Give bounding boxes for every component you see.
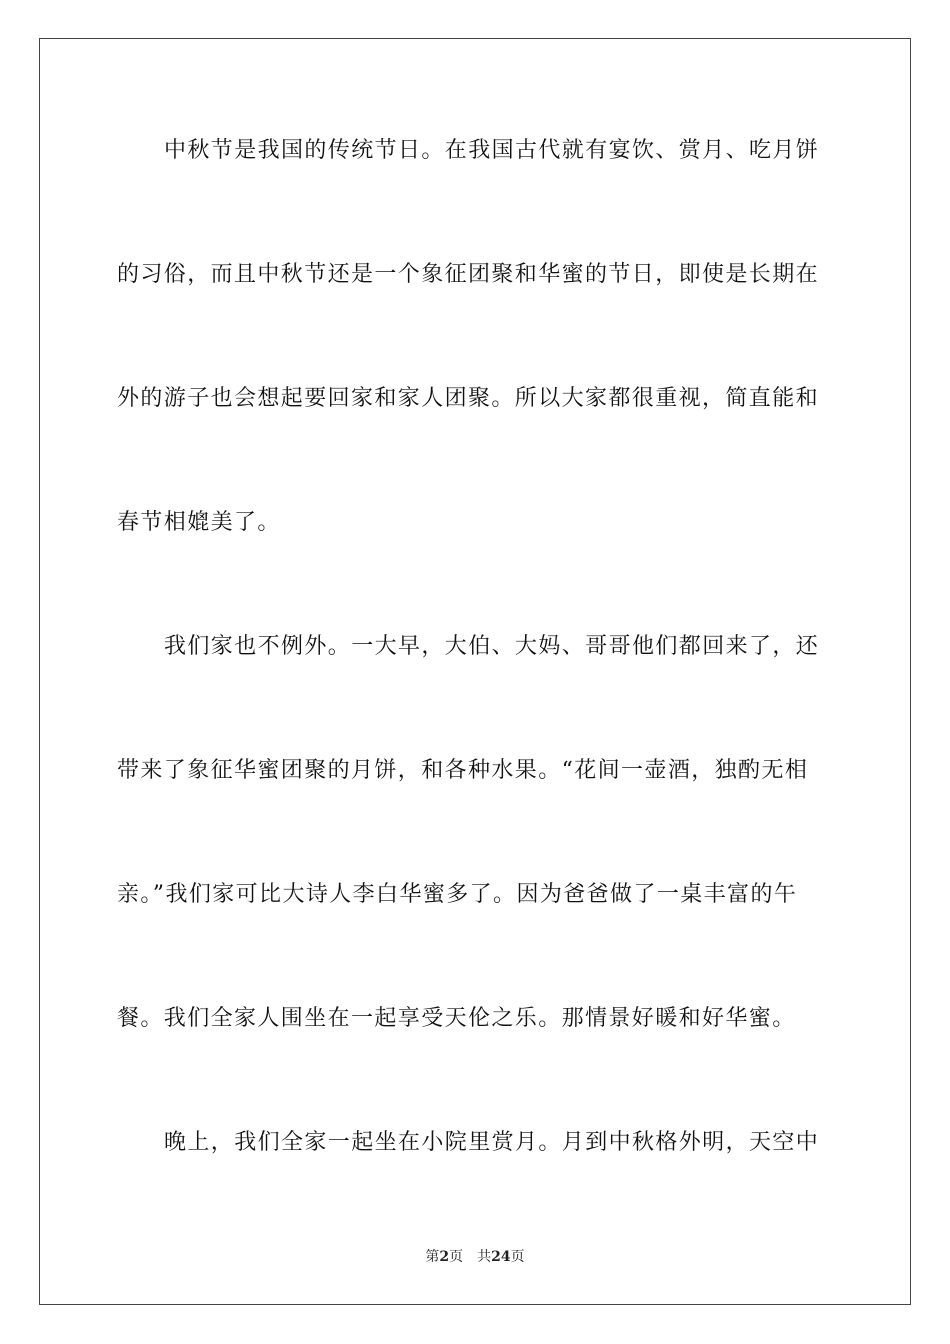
page-number: 2 bbox=[439, 1249, 450, 1265]
page-border bbox=[39, 38, 911, 1305]
paragraph-1-line-1: 中秋节是我国的传统节日。在我国古代就有宴饮、赏月、吃月饼 bbox=[164, 138, 820, 163]
total-prefix: 共 bbox=[477, 1249, 492, 1265]
total-pages: 24 bbox=[491, 1249, 511, 1265]
paragraph-2-line-2: 带来了象征华蜜团聚的月饼，和各种水果。“花间一壶酒，独酌无相 bbox=[117, 758, 809, 783]
page-suffix: 页 bbox=[449, 1249, 464, 1265]
page-footer bbox=[0, 1247, 950, 1267]
page-prefix: 第 bbox=[425, 1249, 440, 1265]
paragraph-2-line-3: 亲。”我们家可比大诗人李白华蜜多了。因为爸爸做了一桌丰富的午 bbox=[117, 882, 798, 907]
paragraph-1-line-4: 春节相媲美了。 bbox=[117, 510, 281, 535]
paragraph-1-line-3: 外的游子也会想起要回家和家人团聚。所以大家都很重视，简直能和 bbox=[117, 386, 820, 411]
paragraph-2-line-1: 我们家也不例外。一大早，大伯、大妈、哥哥他们都回来了，还 bbox=[164, 634, 820, 659]
paragraph-2-line-4: 餐。我们全家人围坐在一起享受天伦之乐。那情景好暖和好华蜜。 bbox=[117, 1006, 796, 1031]
total-suffix: 页 bbox=[510, 1249, 525, 1265]
paragraph-3-line-1: 晚上，我们全家一起坐在小院里赏月。月到中秋格外明，天空中 bbox=[164, 1130, 820, 1155]
paragraph-1-line-2: 的习俗，而且中秋节还是一个象征团聚和华蜜的节日，即使是长期在 bbox=[117, 262, 820, 287]
